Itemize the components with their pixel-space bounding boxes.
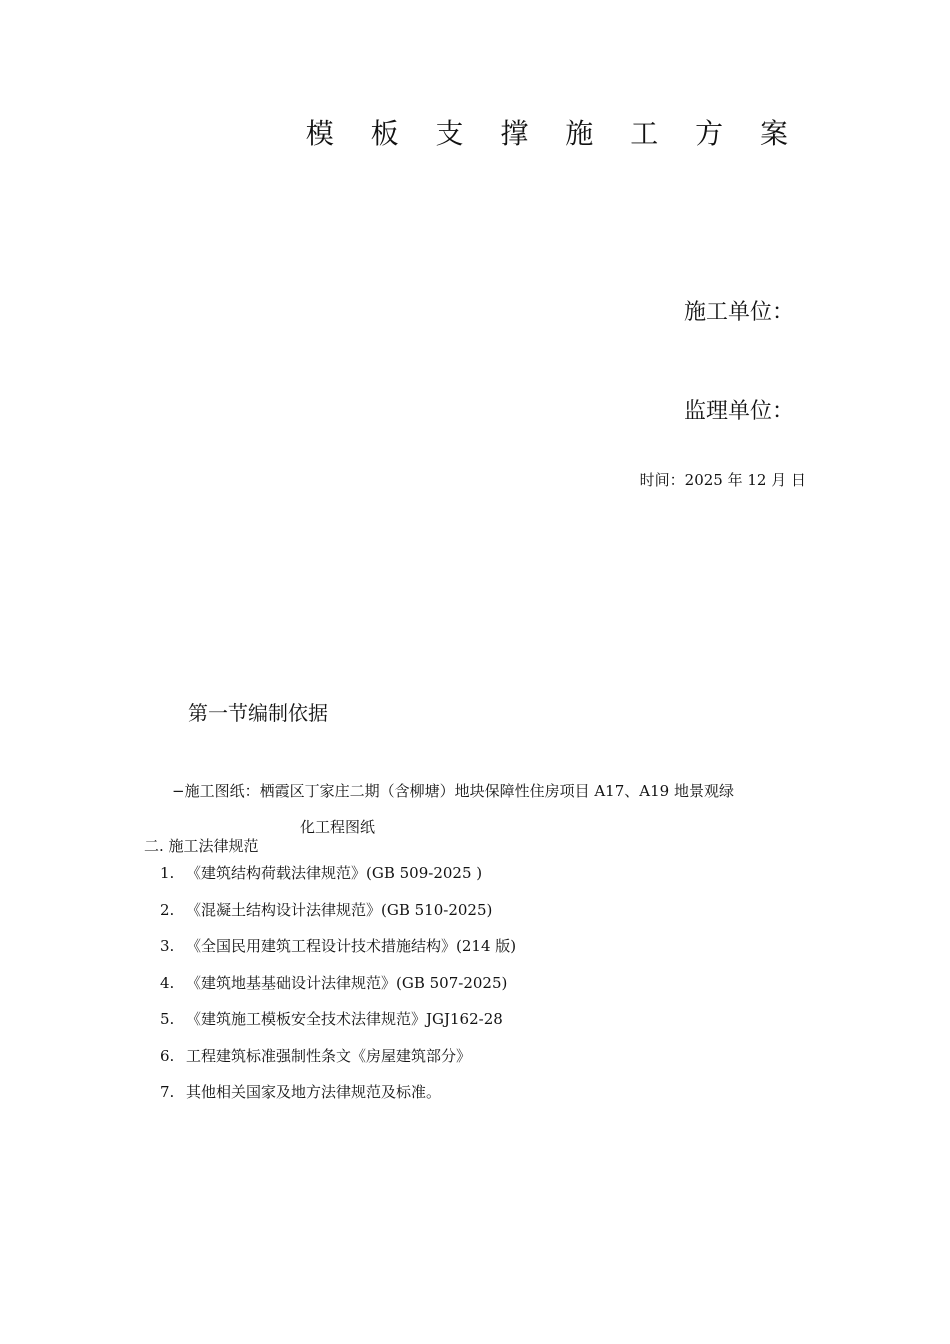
list-item (160, 899, 516, 936)
list-item-text: 《混凝土结构设计法律规范》(GB 510-2025) (186, 900, 493, 919)
list-item-number: 3. (160, 937, 175, 955)
basis-item-drawings: −施工图纸：栖霞区丁家庄二期（含柳塘）地块保障性住房项目 A17、A19 地景观绿 (172, 782, 734, 800)
basis-item-regulations: 二. 施工法律规范 (144, 837, 259, 855)
list-item (160, 935, 516, 972)
list-item (160, 862, 516, 899)
basis-item-drawings-continued: 化工程图纸 (300, 818, 376, 836)
list-item-text: 《全国民用建筑工程设计技术措施结构》(214 版) (186, 937, 517, 955)
list-item-number: 7. (160, 1083, 175, 1101)
list-item (160, 972, 516, 1009)
document-date: 时间：2025 年 12 月 日 (639, 471, 806, 489)
list-item (160, 1081, 516, 1118)
construction-unit-label: 施工单位： (683, 300, 794, 325)
document-title: 模 板 支 撑 施 工 方 案 (305, 117, 802, 150)
list-item-number: 4. (160, 973, 175, 992)
list-item-text: 《建筑施工模板安全技术法律规范》JGJ162-28 (186, 1010, 503, 1028)
list-item-number: 2. (160, 900, 175, 919)
section-heading: 第一节编制依据 (188, 701, 328, 725)
list-item-text: 《建筑地基基础设计法律规范》(GB 507-2025) (186, 973, 508, 992)
list-item-text: 其他相关国家及地方法律规范及标准。 (186, 1083, 442, 1101)
list-item (160, 1045, 516, 1082)
supervision-unit-label: 监理单位： (683, 399, 794, 424)
list-item-text: 《建筑结构荷载法律规范》(GB 509-2025 ) (186, 864, 483, 882)
list-item-text: 工程建筑标准强制性条文《房屋建筑部分》 (186, 1046, 472, 1065)
regulation-list (160, 862, 516, 1118)
list-item-number: 1. (160, 864, 175, 882)
list-item-number: 6. (160, 1046, 175, 1065)
list-item (160, 1008, 516, 1045)
list-item-number: 5. (160, 1010, 175, 1028)
